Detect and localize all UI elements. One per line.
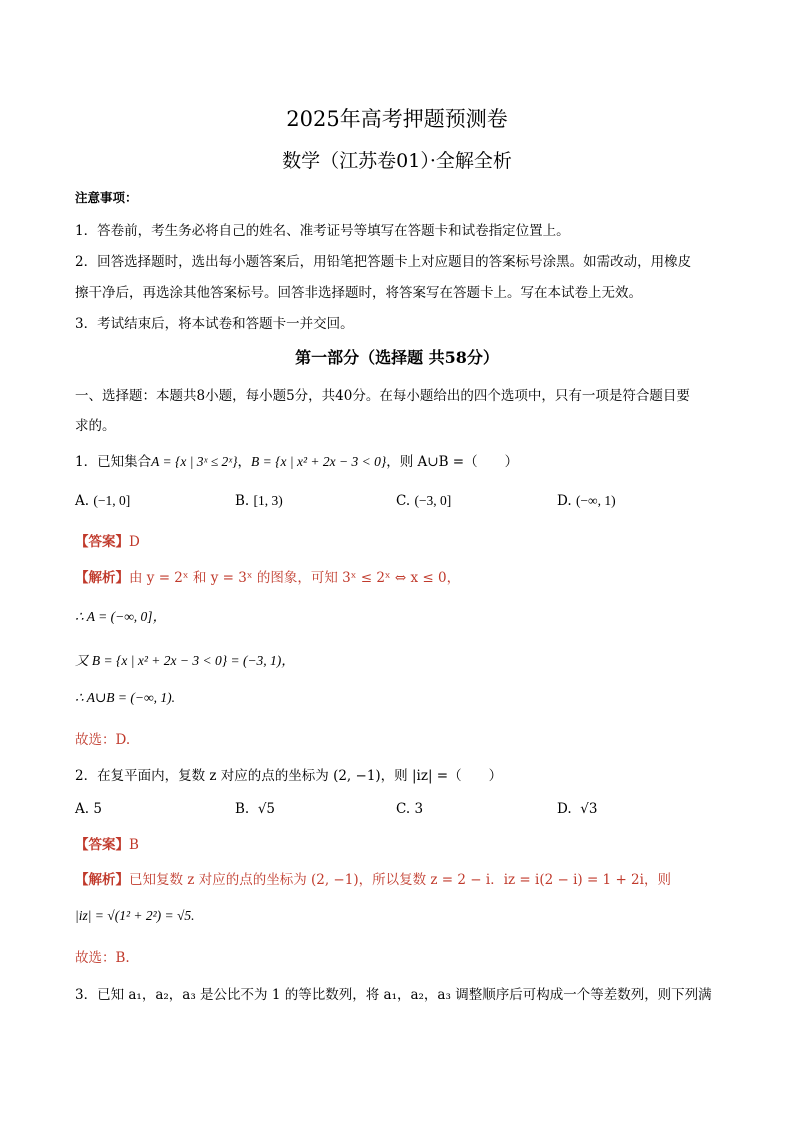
part1-intro-line-1: 一、选择题：本题共8小题，每小题5分，共40分。在每小题给出的四个选项中，只有一项是符合题目要 <box>75 388 690 404</box>
q1-analysis-text-1: 由 y = 2ˣ 和 y = 3ˣ 的图象，可知 3ˣ ≤ 2ˣ ⇔ x ≤ 0， <box>129 570 461 586</box>
q2-analysis-text-1: 已知复数 z 对应的点的坐标为 (2, −1)，所以复数 z = 2 − i．iz = i(2 − i) = 1 + 2i，则 <box>129 872 671 888</box>
q1-option-b: B. [1, 3) <box>235 493 283 509</box>
q1-answer <box>75 530 140 550</box>
q1-answer-tag: 【答案】 <box>75 534 129 550</box>
q3-stem: 3．已知 a₁，a₂，a₃ 是公比不为 1 的等比数列，将 a₁，a₂，a₃ 调整顺序后可构成一个等差数列，则下列满 <box>75 987 712 1003</box>
q1-stem-separator: ， <box>237 454 251 470</box>
notice-item-2-line-2: 擦干净后，再选涂其他答案标号。回答非选择题时，将答案写在答题卡上。写在本试卷上无效。 <box>75 285 642 301</box>
q1-analysis-line-3: 又 B = {x | x² + 2x − 3 < 0} = (−3, 1)， <box>75 653 295 668</box>
notice-item-1: 1．答卷前，考生务必将自己的姓名、准考证号等填写在答题卡和试卷指定位置上。 <box>75 223 570 239</box>
q1-set-b: B = {x | x² + 2x − 3 < 0} <box>251 454 387 469</box>
q1-stem <box>75 450 518 470</box>
q1-analysis-tag: 【解析】 <box>75 570 129 586</box>
q2-analysis-line-1 <box>75 868 720 888</box>
q1-set-a: A = {x | 3ˣ ≤ 2ˣ} <box>151 454 238 469</box>
q2-conclusion: 故选：B. <box>75 950 130 966</box>
part1-heading: 第一部分（选择题 共58分） <box>295 348 499 367</box>
part1-intro-line-2: 求的。 <box>75 418 116 434</box>
q2-stem: 2．在复平面内，复数 z 对应的点的坐标为 (2, −1)，则 |iz| =（ ） <box>75 768 503 784</box>
q1-stem-suffix: ，则 A∪B =（ ） <box>386 454 519 470</box>
q2-analysis-tag: 【解析】 <box>75 872 129 888</box>
q2-answer-value: B <box>129 837 139 853</box>
q2-analysis-line-2: |iz| = √(1² + 2²) = √5. <box>75 908 195 923</box>
q2-option-a: A. 5 <box>75 801 102 817</box>
q1-analysis-line-4: ∴ A∪B = (−∞, 1). <box>75 690 175 705</box>
notice-item-3: 3．考试结束后，将本试卷和答题卡一并交回。 <box>75 316 354 332</box>
q2-option-d: D. √3 <box>557 801 598 817</box>
q2-option-c: C. 3 <box>396 801 424 817</box>
q2-answer-tag: 【答案】 <box>75 837 129 853</box>
page-subtitle: 数学（江苏卷01）·全解全析 <box>282 150 512 172</box>
q1-analysis-line-2: ∴ A = (−∞, 0]， <box>75 609 167 624</box>
q1-answer-value: D <box>129 534 140 550</box>
q2-answer <box>75 833 139 853</box>
q1-option-c: C. (−3, 0] <box>396 493 452 509</box>
q1-analysis-line-1 <box>75 566 460 586</box>
notice-heading: 注意事项： <box>75 190 138 205</box>
q2-option-b: B. √5 <box>235 801 276 817</box>
q1-conclusion: 故选：D. <box>75 732 131 748</box>
q1-option-d: D. (−∞, 1) <box>557 493 616 509</box>
q1-option-a: A. (−1, 0] <box>75 493 131 509</box>
q1-stem-prefix: 1．已知集合 <box>75 454 152 470</box>
page-title: 2025年高考押题预测卷 <box>286 107 508 131</box>
notice-item-2-line-1: 2．回答选择题时，选出每小题答案后，用铅笔把答题卡上对应题目的答案标号涂黑。如需改动，用橡皮 <box>75 254 692 270</box>
